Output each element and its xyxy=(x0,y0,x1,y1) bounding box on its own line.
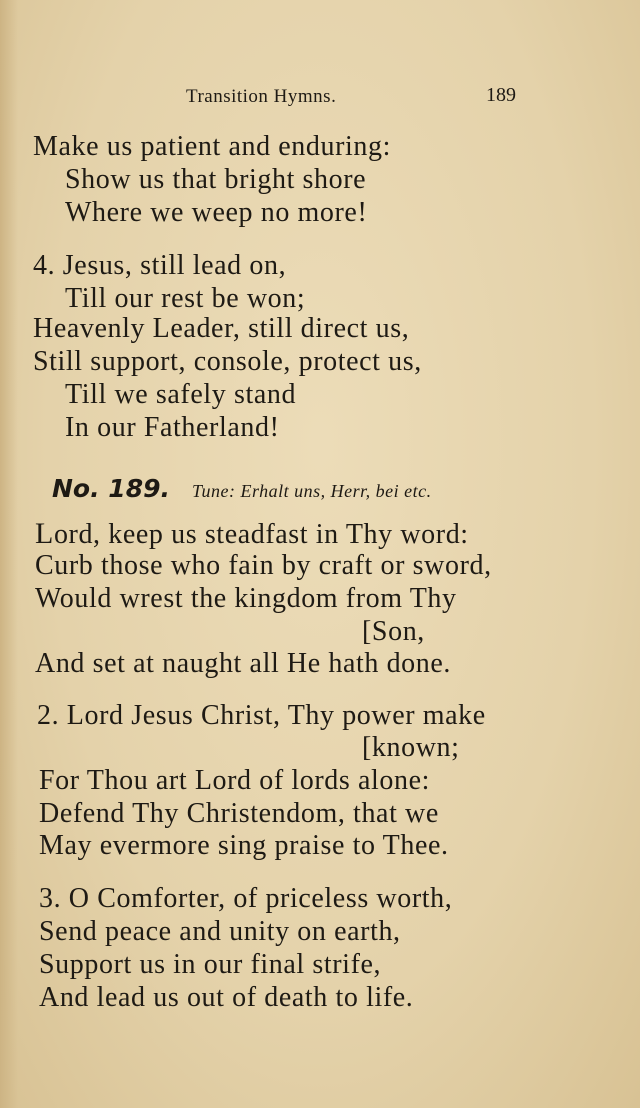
hymn-number: No. 189. xyxy=(52,474,170,503)
verse-line-carryover: [known; xyxy=(362,732,460,763)
verse-line: Still support, console, protect us, xyxy=(33,346,422,377)
verse-line: Till we safely stand xyxy=(65,379,297,410)
verse-line: Till our rest be won; xyxy=(65,283,306,314)
page-number: 189 xyxy=(486,84,516,106)
verse-line: 2. Lord Jesus Christ, Thy power make xyxy=(37,700,486,731)
verse-line: And lead us out of death to life. xyxy=(39,982,414,1013)
verse-line: 4. Jesus, still lead on, xyxy=(33,250,287,281)
verse-line: Curb those who fain by craft or sword, xyxy=(35,550,492,581)
verse-line: In our Fatherland! xyxy=(65,412,280,443)
running-header xyxy=(0,84,640,114)
verse-line: Show us that bright shore xyxy=(65,164,367,195)
verse-line: Support us in our final strife, xyxy=(39,949,382,980)
verse-line: May evermore sing praise to Thee. xyxy=(39,830,449,861)
verse-line: Heavenly Leader, still direct us, xyxy=(33,313,410,344)
verse-line: Send peace and unity on earth, xyxy=(39,916,401,947)
verse-line: 3. O Comforter, of priceless worth, xyxy=(39,883,453,914)
verse-line-rest: ord, keep us steadfast in Thy word: xyxy=(53,519,469,550)
verse-line: Make us patient and enduring: xyxy=(33,131,391,162)
verse-line: And set at naught all He hath done. xyxy=(35,648,452,679)
running-title: Transition Hymns. xyxy=(186,86,337,107)
verse-line: Defend Thy Christendom, that we xyxy=(39,798,439,829)
verse-line-carryover: [Son, xyxy=(362,616,425,647)
tune-name: Tune: Erhalt uns, Herr, bei etc. xyxy=(191,481,432,501)
hymn-heading xyxy=(52,474,432,503)
verse-line xyxy=(35,517,469,551)
verse-line: For Thou art Lord of lords alone: xyxy=(39,765,430,796)
page-edge-shadow xyxy=(0,0,18,1108)
verse-line: Would wrest the kingdom from Thy xyxy=(35,583,457,614)
drop-cap: L xyxy=(35,517,54,550)
verse-line: Where we weep no more! xyxy=(65,197,368,228)
